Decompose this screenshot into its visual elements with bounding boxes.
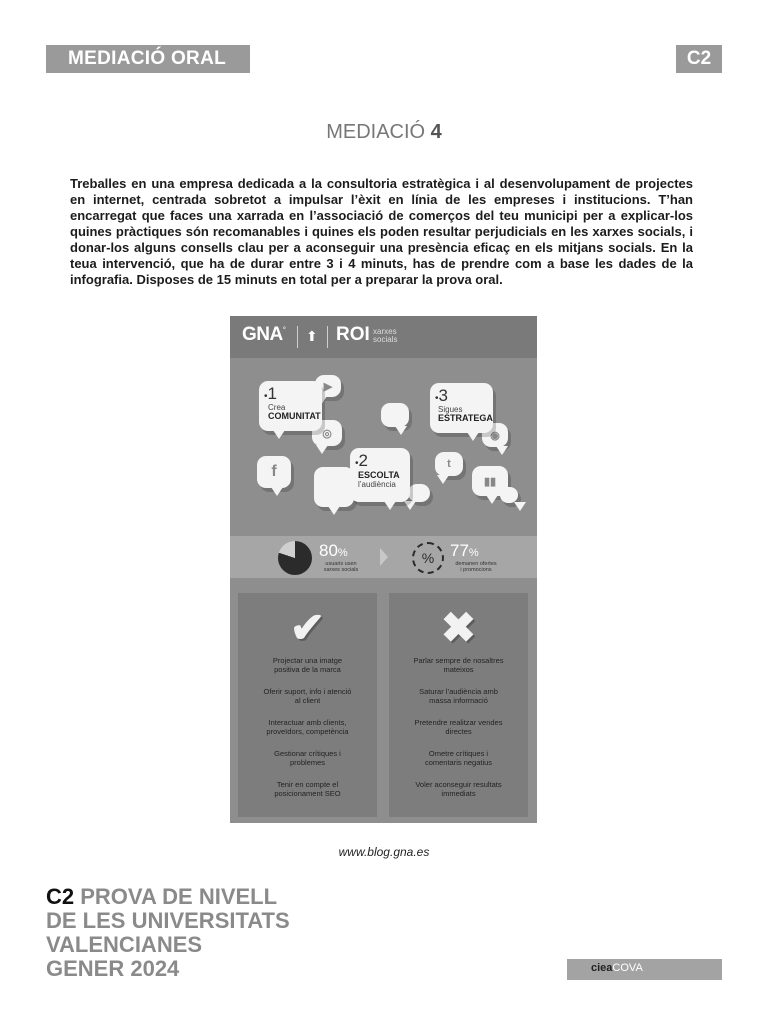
source-link: www.blog.gna.es — [338, 845, 430, 859]
dont-item: Pretendre realitzar vendes directes — [414, 718, 503, 736]
cross-icon: ✖ — [440, 604, 477, 651]
stat-caption-users: usuaris usen xarxes socials — [323, 561, 359, 573]
dont-item: Ometre crítiques i comentaris negatius — [424, 749, 493, 767]
bar-chart-icon: ▮▮ — [472, 466, 508, 496]
step-number: •3 — [435, 386, 448, 405]
dont-item: Parlar sempre de nosaltres mateixos — [413, 656, 504, 674]
twitter-icon: t — [435, 452, 463, 476]
do-item: Gestionar crítiques i problemes — [274, 749, 341, 767]
level-badge: C2 — [676, 45, 722, 73]
arrow-up-icon: ⬆ — [306, 328, 318, 344]
instructions-text: Treballes en una empresa dedicada a la consultoria estratègica i al desenvolupament de projectes en internet, centrada sobretot a impulsar l’èxit en línia de les empreses i institucions. T’han encarregat que faces una xarrada en l’associació de comerços del teu municipi per a explicar-los quines pràctiques són recomanables i quines els poden resultar perjudicials en les xarxes socials, i donar-los alguns consells clau per a aconseguir una presència eficaç en els mitjans socials. En la teua intervenció, que ha de durar entre 3 i 4 minuts, has de prendre com a base les dades de la infografia. Disposes de 15 minuts en total per a preparar la prova oral. — [70, 176, 693, 287]
roi-label: ROI — [336, 324, 370, 345]
dont-item: Saturar l’audiència amb massa informació — [419, 687, 498, 705]
chevron-right-icon — [380, 548, 388, 566]
step-3-bubble — [430, 383, 493, 433]
facebook-icon: f — [257, 456, 291, 488]
percent-badge-icon: % — [412, 542, 444, 574]
step-caption: l’audiència — [358, 480, 396, 489]
do-item: Tenir en compte el posicionament SEO — [274, 780, 341, 798]
step-number: •1 — [264, 384, 277, 403]
camera-icon — [408, 484, 430, 502]
checkmark-icon: ✔ — [289, 604, 326, 651]
dont-column — [389, 593, 528, 817]
task-number: 4 — [430, 121, 442, 143]
chat-bubble-icon — [314, 467, 354, 507]
step-number: •2 — [355, 451, 368, 470]
step-caption: Sigues — [438, 405, 463, 414]
chat-bubble-icon — [500, 487, 518, 503]
do-column — [238, 593, 377, 817]
roi-subtitle: xarxes socials — [373, 327, 398, 344]
section-header: MEDIACIÓ ORAL — [46, 45, 250, 73]
do-item: Projectar una imatge positiva de la marca — [272, 656, 343, 674]
footer-title: C2 PROVA DE NIVELL DE LES UNIVERSITATS VALENCIANES GENER 2024 — [46, 884, 290, 981]
do-item: Interactuar amb clients, proveïdors, competència — [266, 718, 349, 736]
stat-value-users: 80% — [319, 541, 348, 560]
divider — [327, 326, 328, 348]
pie-chart — [278, 541, 312, 575]
step-1-bubble — [259, 381, 322, 431]
step-title: ESCOLTA — [358, 470, 400, 480]
youtube-icon: ▶ — [315, 375, 341, 397]
stat-caption-offers: demanen ofertes i promocions — [455, 561, 497, 573]
dont-item: Voler aconseguir resultats immediats — [415, 780, 502, 798]
infographic-header — [230, 316, 537, 358]
target-icon: ◉ — [482, 423, 508, 447]
infographic — [230, 316, 537, 823]
stat-value-offers: 77% — [450, 541, 479, 560]
divider — [297, 326, 298, 348]
step-title: ESTRATEGA — [438, 413, 493, 423]
chat-bubble-icon — [381, 403, 409, 427]
step-caption: Crea — [268, 403, 286, 412]
brand-logo: GNA° — [242, 324, 286, 345]
rss-icon: ◎ — [312, 420, 342, 446]
page-title: MEDIACIÓ 4 — [326, 121, 442, 143]
step-2-bubble — [350, 448, 410, 502]
step-title: COMUNITAT — [268, 411, 321, 421]
ciea-cova-logo: cieaCOVA — [567, 959, 722, 980]
do-item: Oferir suport, info i atenció al client — [263, 687, 352, 705]
